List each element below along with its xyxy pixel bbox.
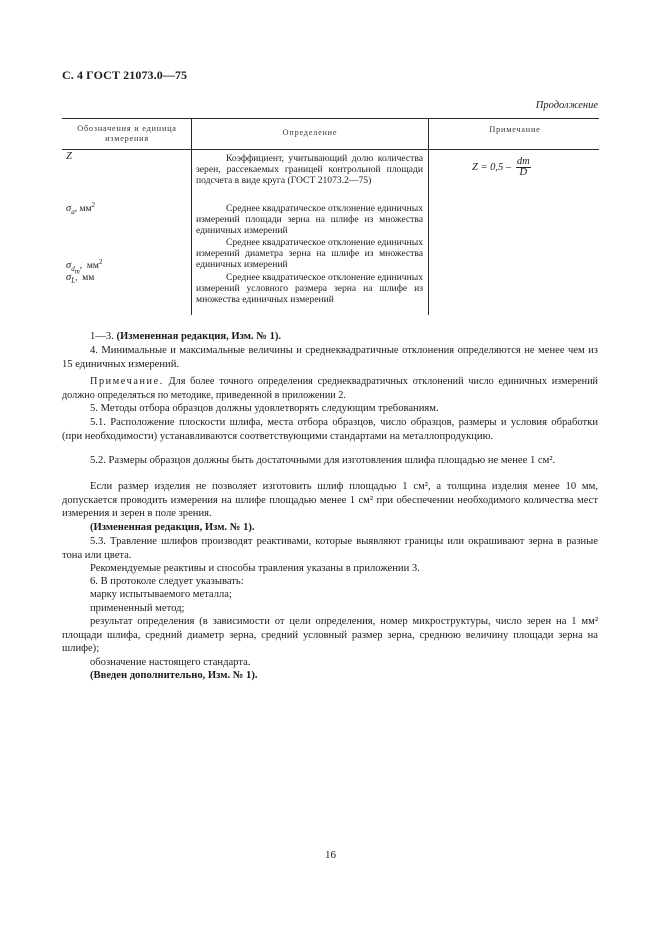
paragraph-method: примененный метод;	[90, 603, 185, 614]
col-header-symbol: Обозначения и единица измерения	[77, 124, 177, 143]
table-top-rule	[62, 118, 599, 119]
row-symbol-sigma-l: $\sigma_{L̄}$, мм	[66, 272, 95, 286]
page-number: 16	[325, 849, 336, 861]
col-header-definition: Определение	[282, 128, 338, 137]
table-header-rule	[62, 149, 599, 150]
row-symbol-sigma-a: $\sigma_a$, $мм^2$	[66, 200, 95, 217]
paragraph-reagents: Рекомендуемые реактивы и способы травления указаны в приложении 3.	[90, 563, 420, 574]
row-definition-sigma-a: Среднее квадратическое отклонение единичных измерений площади зерна на шлифе из множества единичных измерений	[196, 203, 423, 237]
table-col-divider-2	[428, 118, 429, 315]
paragraph-5: 5. Методы отбора образцов должны удовлетворять следующим требованиям.	[90, 403, 439, 414]
row-definition-sigma-dm: Среднее квадратическое отклонение единичных измерений диаметра зерна на шлифе из множества единичных измерений	[196, 237, 423, 271]
row-definition-z: Коэффициент, учитывающий долю количества зерен, рассекаемых границей контрольной площади подсчета в виде круга (ГОСТ 21073.2—75)	[196, 153, 423, 187]
continuation-label: Продолжение	[535, 100, 598, 111]
paragraph-result: результат определения (в зависимости от цели определения, номер микроструктуры, число зерен на 1 мм² площади шлифа, средний диаметр зерна, средний условный размер зерна, среднюю величину площади зерна на шлифе);	[62, 616, 598, 655]
page-header: С. 4 ГОСТ 21073.0—75	[62, 68, 188, 82]
note-formula: Z = 0,5 – $\frac{dm}{D}$	[472, 156, 530, 178]
paragraph-4: 4. Минимальные и максимальные величины и среднеквадратичные отклонения определяются не менее чем из 15 единичных измерений.	[62, 345, 598, 370]
paragraph-6: 6. В протоколе следует указывать:	[90, 576, 244, 587]
row-definition-sigma-l: Среднее квадратическое отклонение единичных измерений условного размера зерна на шлифе из множества единичных измерений	[196, 272, 423, 306]
paragraph-5-3: 5.3. Травление шлифов производят реактивами, которые выявляют границы или окрашивают зерна в разные тона или цвета.	[62, 536, 598, 561]
paragraph-amended: (Измененная редакция, Изм. № 1).	[90, 522, 255, 533]
paragraph-introduced: (Введен дополнительно, Изм. № 1).	[90, 670, 258, 681]
table-col-divider-1	[191, 118, 192, 315]
row-symbol-sigma-dm: $\sigma_{d_m}$, $мм^2$	[66, 257, 103, 276]
paragraph-5-2: 5.2. Размеры образцов должны быть достаточными для изготовления шлифа площадью не менее 1 см².	[90, 455, 556, 466]
col-header-note: Примечание	[489, 125, 541, 134]
paragraph-5-1: 5.1. Расположение плоскости шлифа, места отбора образцов, число образцов, размеры и условия обработки (при необходимости) устанавливаются соответствующими стандартами на металлопродукцию.	[62, 417, 598, 442]
paragraph-standard: обозначение настоящего стандарта.	[90, 657, 251, 668]
paragraph-1-3: 1—3. (Измененная редакция, Изм. № 1).	[90, 331, 282, 342]
paragraph-size: Если размер изделия не позволяет изготовить шлиф площадью 1 см², а толщина изделия менее 10 мм, допускается проводить измерения на шлифе площадью менее 1 см² при обеспечении необходимого количества мест измерения и зерен в поле зрения.	[62, 481, 598, 520]
paragraph-note: Примечание. Для более точного определения среднеквадратичных отклонений число единичных измерений должно определяться по методике, приведенной в приложении 2.	[62, 376, 598, 401]
row-symbol-z: Z	[66, 151, 72, 162]
paragraph-metal-grade: марку испытываемого металла;	[90, 589, 232, 600]
